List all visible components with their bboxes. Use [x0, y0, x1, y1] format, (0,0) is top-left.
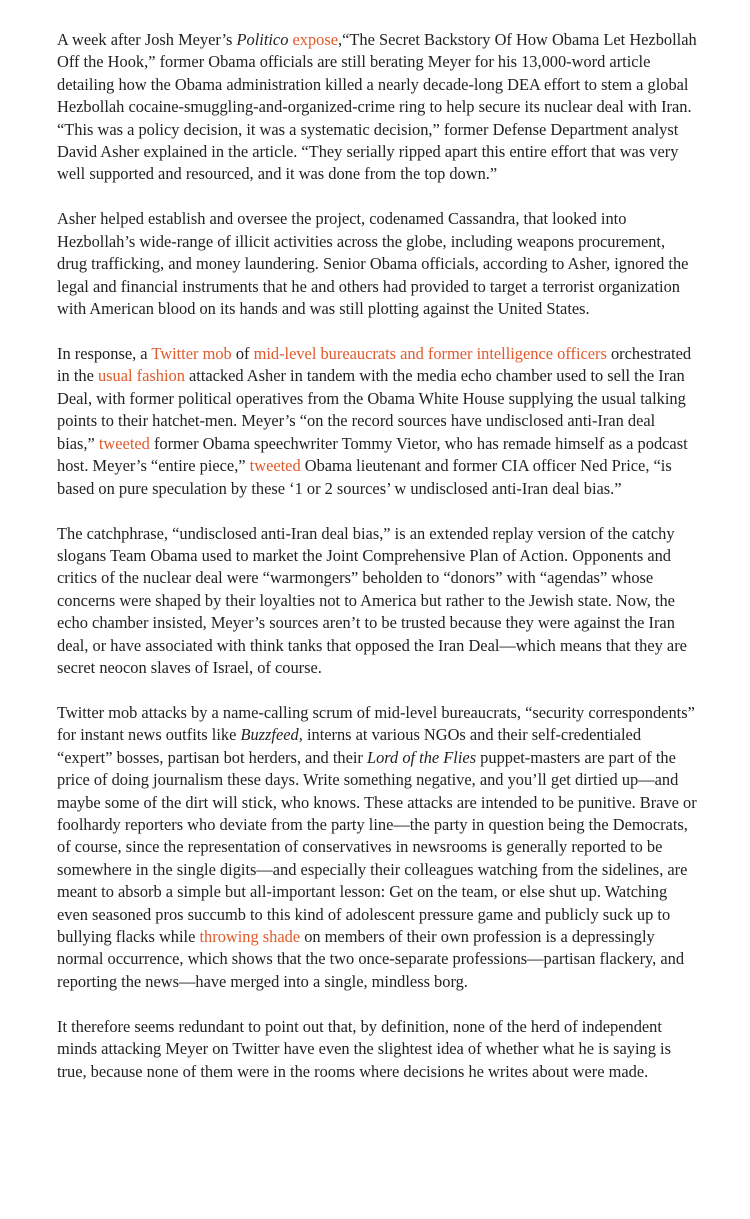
paragraph-text: Obama lieutenant and former CIA officer Ned Price, “is based on pure speculation by these ‘1 or 2 sources’ w undisclosed anti-Iran deal bias.”: [57, 456, 672, 498]
paragraph-2: [57, 208, 697, 320]
paragraph-text: orchestrated in the: [57, 344, 692, 386]
expose-link[interactable]: expose: [292, 30, 339, 49]
paragraph-text: In response, a: [57, 344, 152, 364]
paragraph-text: The catchphrase, “undisclosed anti-Iran deal bias,” is an extended replay version of the catchy slogans Team Obama used to market the Joint Comprehensive Plan of Action. Opponents and critics of the nuclear deal were “warmongers” beholden to “donors” with “agendas” whose concerns were shaped by their loyalties not to America but rather to the Jewish state. Now, the echo chamber insisted, Meyer’s sources aren’t to be trusted because they were against the Iran deal, or have associated with think tanks that opposed the Iran Deal—which means that they are secret neocon slaves of Israel, of course.: [57, 523, 687, 677]
paragraph-text: former Obama speechwriter Tommy Vietor, who has remade himself as a podcast host. Meyer’s “entire piece,”: [57, 433, 688, 476]
paragraph-4: [57, 523, 697, 680]
paragraph-text: interns at various NGOs and their self-credentialed “expert” bosses, partisan bot herders, and their: [57, 725, 642, 767]
article-body: [57, 29, 697, 1083]
paragraph-text: Asher helped establish and oversee the project, codenamed Cassandra, that looked into Hezbollah’s wide-range of illicit activities across the globe, including weapons procurement, drug trafficking, and money laundering. Senior Obama officials, according to Asher, ignored the legal and financial instruments that he and others had provided to target a terrorist organization with American blood on its hands and was still plotting against the United States.: [57, 209, 689, 319]
paragraph-5: [57, 702, 697, 993]
twitter-mob-link[interactable]: Twitter mob: [151, 344, 232, 364]
paragraph-text: It therefore seems redundant to point out that, by definition, none of the herd of independent minds attacking Meyer on Twitter have even the slightest idea of whether what he is saying is true, because none of them were in the rooms where decisions he writes about were made.: [57, 1016, 671, 1081]
book-title: Lord of the Flies: [366, 747, 477, 767]
mid-level-bureaucrats-link[interactable]: mid-level bureaucrats and former intelligence officers: [253, 344, 607, 364]
tweeted-link-price[interactable]: tweeted: [249, 456, 301, 476]
paragraph-text: puppet-masters are part of the price of doing journalism these days. Write something negative, and you’ll get dirtied up—and maybe some of the dirt will stick, who knows. These attacks are intended to be punitive. Brave or foolhardy reporters who deviate from the party line—the party in question being the Democrats, of course, since the representation of conservatives in newsrooms is generally reported to be somewhere in the single digits—and especially their colleagues watching from the sidelines, are meant to absorb a simple but all-important lesson: Get on the team, or else shut up. Watching even seasoned pros succumb to this kind of adolescent pressure game and publicly suck up to bullying flacks while: [57, 747, 697, 946]
paragraph-6: [57, 1016, 697, 1083]
tweeted-link-vietor[interactable]: tweeted: [98, 433, 150, 453]
paragraph-text: attacked Asher in tandem with the media echo chamber used to sell the Iran Deal, with former political operatives from the Obama White House supplying the usual talking points to their hatchet-men. Meyer’s “on the record sources have undisclosed anti-Iran deal bias,”: [57, 366, 686, 453]
paragraph-text: A week after Josh Meyer’s: [57, 30, 237, 49]
paragraph-text: on members of their own profession is a depressingly normal occurrence, which shows that the two once-separate professions—partisan flackery, and reporting the news—have merged into a single, mindless borg.: [57, 927, 685, 991]
paragraph-text: of: [231, 344, 254, 364]
paragraph-text: ,“The Secret Backstory Of How Obama Let Hezbollah Off the Hook,” former Obama officials are still berating Meyer for his 13,000-word article detailing how the Obama administration killed a nearly decade-long DEA effort to stem a global Hezbollah cocaine-smuggling-and-organized-crime ring to help secure its nuclear deal with Iran. “This was a policy decision, it was a systematic decision,” former Defense Department analyst David Asher explained in the article. “They serially ripped apart this entire effort that was very well supported and resourced, and it was done from the top down.”: [57, 30, 697, 184]
paragraph-3: [57, 343, 697, 500]
paragraph-text: Twitter mob attacks by a name-calling scrum of mid-level bureaucrats, “security correspondents” for instant news outfits like: [57, 702, 695, 745]
publication-name: Politico: [236, 30, 289, 49]
usual-fashion-link[interactable]: usual fashion: [97, 366, 185, 386]
publication-name: Buzzfeed,: [240, 725, 303, 745]
throwing-shade-link[interactable]: throwing shade: [199, 927, 301, 946]
paragraph-1: [57, 29, 697, 186]
